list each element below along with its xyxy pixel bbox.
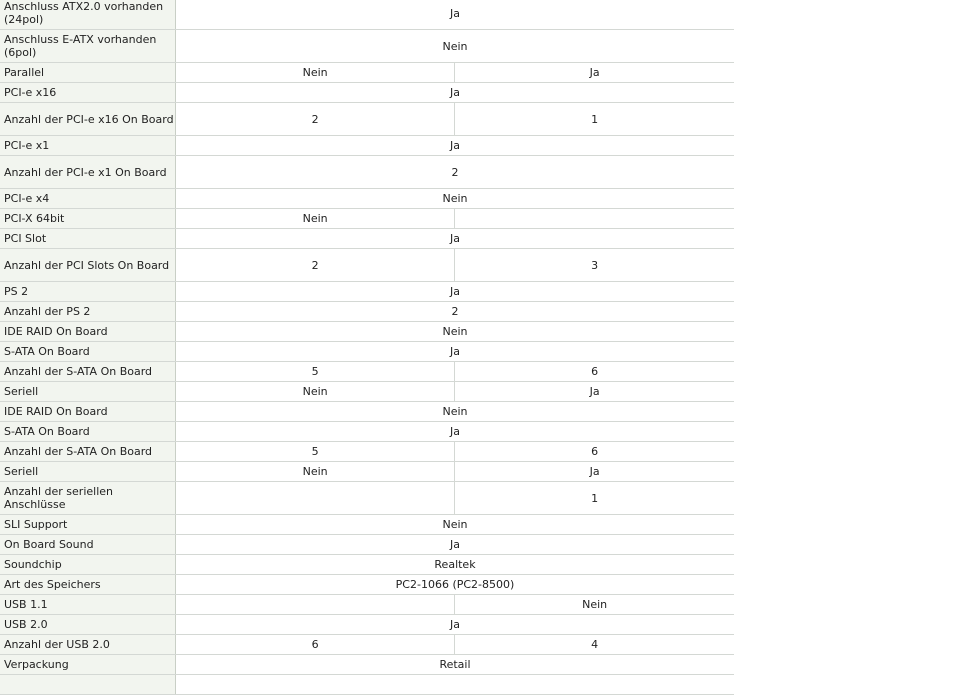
spec-value: PC2-1066 (PC2-8500): [176, 575, 735, 595]
table-row: [0, 83, 734, 103]
spec-label: Seriell: [0, 462, 176, 482]
table-row: [0, 442, 734, 462]
table-row: [0, 189, 734, 209]
table-row: [0, 555, 734, 575]
spec-value: Ja: [176, 342, 735, 362]
spec-label: Anzahl der USB 2.0: [0, 635, 176, 655]
spec-value-product-1: 6: [176, 635, 455, 655]
spec-value: Ja: [176, 615, 735, 635]
spec-value-product-2: 3: [455, 249, 734, 282]
spec-value-product-2: 4: [455, 635, 734, 655]
table-row: [0, 635, 734, 655]
table-row: [0, 515, 734, 535]
spec-label: SLI Support: [0, 515, 176, 535]
spec-value-product-1: 2: [176, 103, 455, 136]
table-row: [0, 675, 734, 695]
spec-value-product-2: Nein: [455, 595, 734, 615]
spec-value: Nein: [176, 515, 735, 535]
table-row: [0, 103, 734, 136]
spec-label: PCI-e x1: [0, 136, 176, 156]
spec-label: Anschluss E-ATX vorhanden (6pol): [0, 30, 176, 63]
spec-label: Seriell: [0, 382, 176, 402]
spec-value-product-1: 5: [176, 362, 455, 382]
spec-label: S-ATA On Board: [0, 342, 176, 362]
spec-value-product-1: Nein: [176, 63, 455, 83]
table-row: [0, 0, 734, 30]
spec-value: [176, 675, 735, 695]
table-row: [0, 575, 734, 595]
spec-label: Art des Speichers: [0, 575, 176, 595]
spec-value: Ja: [176, 535, 735, 555]
table-row: [0, 655, 734, 675]
spec-label: PCI-e x16: [0, 83, 176, 103]
spec-label: IDE RAID On Board: [0, 402, 176, 422]
table-row: [0, 136, 734, 156]
spec-value-product-2: [455, 209, 734, 229]
spec-value-product-2: Ja: [455, 462, 734, 482]
table-row: [0, 615, 734, 635]
spec-value-product-2: Ja: [455, 382, 734, 402]
spec-value: Ja: [176, 83, 735, 103]
table-row: [0, 362, 734, 382]
spec-value-product-1: Nein: [176, 209, 455, 229]
spec-value: 2: [176, 302, 735, 322]
spec-value: Nein: [176, 189, 735, 209]
spec-value: Ja: [176, 282, 735, 302]
spec-label: On Board Sound: [0, 535, 176, 555]
spec-value-product-1: Nein: [176, 382, 455, 402]
spec-label: Anzahl der PCI-e x1 On Board: [0, 156, 176, 189]
spec-label: S-ATA On Board: [0, 422, 176, 442]
spec-value-product-2: 6: [455, 362, 734, 382]
table-row: [0, 462, 734, 482]
spec-value: 2: [176, 156, 735, 189]
table-row: [0, 30, 734, 63]
spec-value-product-1: [176, 482, 455, 515]
spec-label: PS 2: [0, 282, 176, 302]
spec-value-product-1: Nein: [176, 462, 455, 482]
spec-label: Anzahl der PCI Slots On Board: [0, 249, 176, 282]
spec-label: [0, 675, 176, 695]
spec-label: USB 2.0: [0, 615, 176, 635]
table-row: [0, 482, 734, 515]
table-row: [0, 422, 734, 442]
spec-label: Anzahl der S-ATA On Board: [0, 442, 176, 462]
table-row: [0, 209, 734, 229]
table-row: [0, 282, 734, 302]
table-row: [0, 63, 734, 83]
spec-label: Anzahl der S-ATA On Board: [0, 362, 176, 382]
table-row: [0, 535, 734, 555]
spec-value-product-2: 6: [455, 442, 734, 462]
spec-label: Anschluss ATX2.0 vorhanden (24pol): [0, 0, 176, 30]
spec-value: Ja: [176, 0, 735, 30]
table-row: [0, 382, 734, 402]
spec-value-product-2: 1: [455, 482, 734, 515]
spec-value: Ja: [176, 229, 735, 249]
spec-value-product-1: 5: [176, 442, 455, 462]
table-row: [0, 402, 734, 422]
spec-label: Anzahl der seriellen Anschlüsse: [0, 482, 176, 515]
spec-label: PCI-e x4: [0, 189, 176, 209]
table-row: [0, 229, 734, 249]
table-row: [0, 322, 734, 342]
spec-label: PCI-X 64bit: [0, 209, 176, 229]
spec-value: Realtek: [176, 555, 735, 575]
spec-label: Parallel: [0, 63, 176, 83]
spec-value: Retail: [176, 655, 735, 675]
table-row: [0, 156, 734, 189]
spec-label: IDE RAID On Board: [0, 322, 176, 342]
table-row: [0, 249, 734, 282]
spec-value: Ja: [176, 136, 735, 156]
table-row: [0, 302, 734, 322]
spec-label: Soundchip: [0, 555, 176, 575]
spec-value-product-1: [176, 595, 455, 615]
spec-value-product-2: Ja: [455, 63, 734, 83]
spec-value: Nein: [176, 322, 735, 342]
spec-label: Anzahl der PS 2: [0, 302, 176, 322]
spec-value: Nein: [176, 402, 735, 422]
spec-value: Ja: [176, 422, 735, 442]
spec-value: Nein: [176, 30, 735, 63]
spec-value-product-1: 2: [176, 249, 455, 282]
spec-label: Anzahl der PCI-e x16 On Board: [0, 103, 176, 136]
spec-label: Verpackung: [0, 655, 176, 675]
table-row: [0, 342, 734, 362]
table-row: [0, 595, 734, 615]
spec-label: PCI Slot: [0, 229, 176, 249]
spec-label: USB 1.1: [0, 595, 176, 615]
spec-value-product-2: 1: [455, 103, 734, 136]
